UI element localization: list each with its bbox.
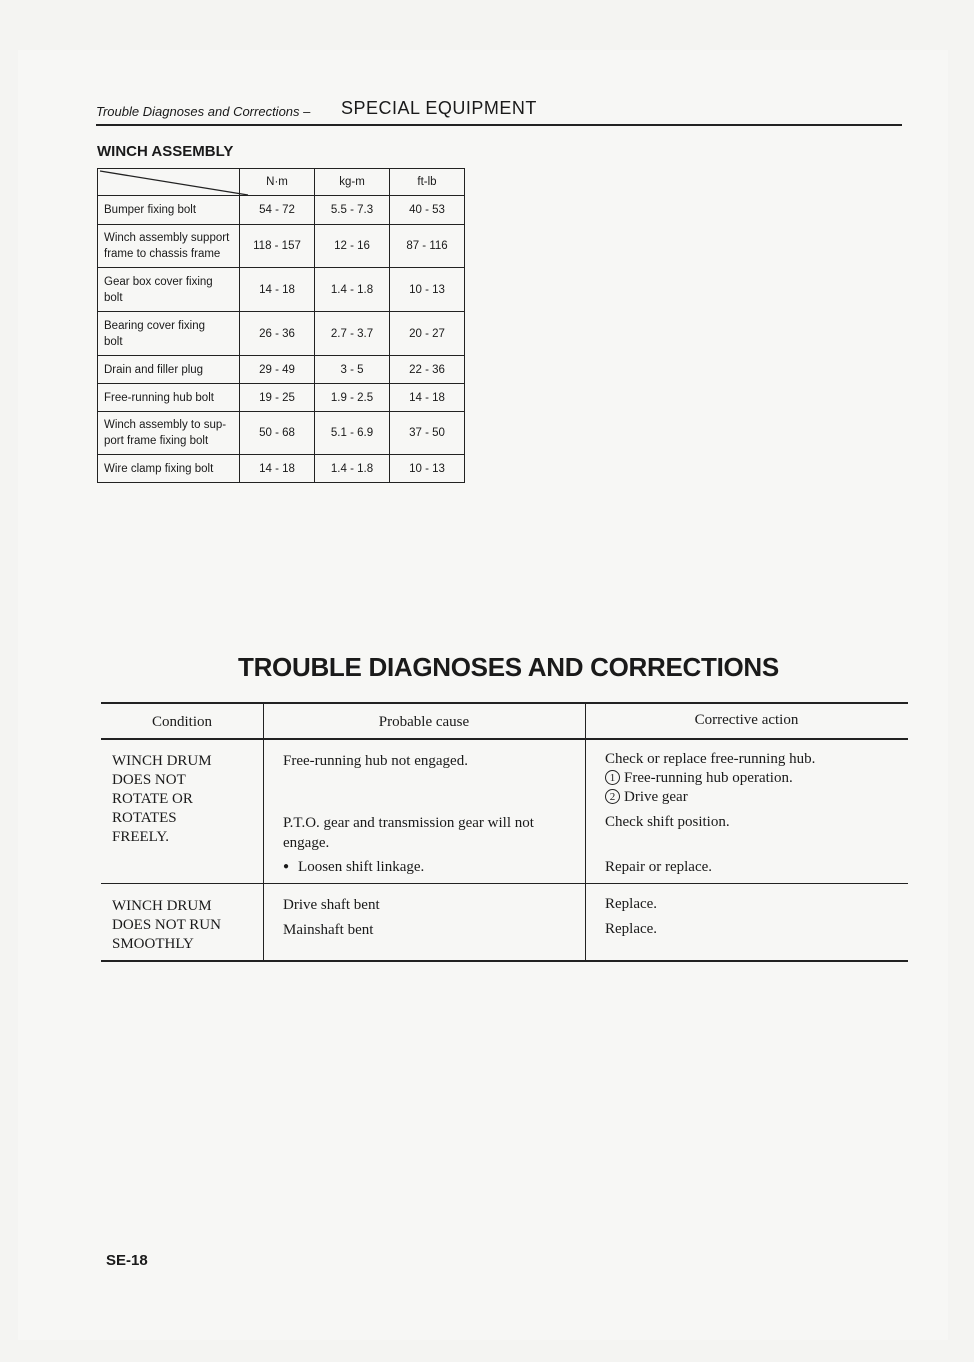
value-kgm: 1.9 - 2.5	[315, 384, 390, 412]
value-kgm: 1.4 - 1.8	[315, 268, 390, 312]
row-item-line: Bearing cover fixing	[104, 319, 205, 332]
cause-text: engage.	[283, 835, 330, 851]
row-item	[98, 455, 240, 483]
action-text: Replace.	[605, 921, 658, 937]
cause-text: Loosen shift linkage.	[298, 859, 425, 875]
condition-line: WINCH DRUM	[112, 753, 212, 769]
header-probable-cause: Probable cause	[378, 714, 470, 730]
row-item-line: Gear box cover fixing	[104, 275, 213, 288]
table-row	[98, 455, 465, 483]
value-ftlb: 22 - 36	[390, 356, 465, 384]
value-ftlb: 87 - 116	[390, 225, 465, 268]
condition-line: DOES NOT RUN	[112, 917, 221, 933]
page-header	[96, 98, 902, 126]
condition-2	[112, 897, 221, 954]
action-subitem	[605, 788, 688, 807]
value-ftlb: 14 - 18	[390, 384, 465, 412]
torque-table	[97, 168, 465, 483]
value-kgm: 3 - 5	[315, 356, 390, 384]
row-item-line: bolt	[104, 335, 123, 348]
value-nm: 14 - 18	[240, 455, 315, 483]
action-text: Replace.	[605, 896, 658, 912]
action-text: Check shift position.	[605, 814, 730, 830]
row-item-line: Bumper fixing bolt	[104, 204, 197, 216]
header-corrective-action: Corrective action	[694, 712, 799, 728]
value-ftlb: 10 - 13	[390, 455, 465, 483]
table-top-rule	[101, 702, 908, 704]
table-row-divider	[101, 883, 908, 884]
value-ftlb: 10 - 13	[390, 268, 465, 312]
value-nm: 19 - 25	[240, 384, 315, 412]
row-item-line: port frame fixing bolt	[104, 435, 209, 447]
value-ftlb: 20 - 27	[390, 312, 465, 356]
value-nm: 14 - 18	[240, 268, 315, 312]
action-text: Drive gear	[624, 789, 688, 805]
diagonal-header-cell	[98, 169, 240, 196]
table-row	[98, 225, 465, 268]
page-number: SE-18	[106, 1252, 148, 1269]
column-header-nm: N·m	[240, 169, 315, 196]
row-item	[98, 384, 240, 412]
cause-text: Drive shaft bent	[283, 897, 380, 913]
row-item-line: Wire clamp fixing bolt	[104, 462, 214, 475]
cause-bullet-item	[283, 858, 424, 878]
value-ftlb: 37 - 50	[390, 412, 465, 455]
circled-number: 2	[605, 789, 620, 804]
column-header-kgm: kg-m	[315, 169, 390, 196]
value-kgm: 1.4 - 1.8	[315, 455, 390, 483]
circled-number: 1	[605, 770, 620, 785]
torque-table-header	[98, 169, 465, 196]
row-item	[98, 312, 240, 356]
table-row	[98, 196, 465, 225]
row-item	[98, 196, 240, 225]
row-item-line: Free-running hub bolt	[104, 391, 214, 404]
table-row	[98, 312, 465, 356]
table-bottom-rule	[101, 960, 908, 962]
row-item-line: Drain and filler plug	[104, 363, 204, 376]
value-nm: 29 - 49	[240, 356, 315, 384]
value-kgm: 12 - 16	[315, 225, 390, 268]
table-row	[98, 412, 465, 455]
value-nm: 118 - 157	[240, 225, 315, 268]
cause-text: P.T.O. gear and transmission gear will not	[283, 815, 534, 831]
value-kgm: 5.5 - 7.3	[315, 196, 390, 225]
cause-text: Free-running hub not engaged.	[283, 753, 468, 769]
row-item	[98, 268, 240, 312]
row-item-line: Winch assembly support	[104, 232, 230, 244]
header-section-title: SPECIAL EQUIPMENT	[341, 98, 537, 118]
table-header-rule	[101, 738, 908, 740]
row-item	[98, 412, 240, 455]
action-text: Repair or replace.	[605, 859, 713, 875]
trouble-diagnoses-title: TROUBLE DIAGNOSES AND CORRECTIONS	[238, 652, 779, 682]
condition-1	[112, 752, 212, 847]
row-item	[98, 356, 240, 384]
value-kgm: 5.1 - 6.9	[315, 412, 390, 455]
action-subitem	[605, 769, 793, 788]
row-item-line: bolt	[104, 291, 123, 304]
column-header-ftlb: ft-lb	[390, 169, 465, 196]
condition-line: WINCH DRUM	[112, 898, 212, 914]
action-text: Check or replace free-running hub.	[605, 751, 816, 767]
column-divider	[263, 702, 264, 961]
value-ftlb: 40 - 53	[390, 196, 465, 225]
value-nm: 26 - 36	[240, 312, 315, 356]
condition-line: ROTATES	[112, 810, 177, 826]
condition-line: ROTATE OR	[112, 791, 193, 807]
row-item-line: frame to chassis frame	[104, 248, 221, 260]
table-row	[98, 268, 465, 312]
row-item-line: Winch assembly to sup-	[104, 419, 227, 431]
condition-line: SMOOTHLY	[112, 936, 194, 952]
winch-assembly-title: WINCH ASSEMBLY	[97, 143, 234, 160]
value-kgm: 2.7 - 3.7	[315, 312, 390, 356]
diagonal-line	[98, 169, 249, 196]
action-text: Free-running hub operation.	[624, 770, 793, 786]
condition-line: FREELY.	[112, 829, 169, 845]
header-subtitle: Trouble Diagnoses and Corrections –	[96, 104, 311, 119]
value-nm: 50 - 68	[240, 412, 315, 455]
row-item	[98, 225, 240, 268]
cause-text: Mainshaft bent	[283, 922, 374, 938]
header-condition: Condition	[151, 714, 212, 730]
condition-line: DOES NOT	[112, 772, 186, 788]
value-nm: 54 - 72	[240, 196, 315, 225]
table-row	[98, 356, 465, 384]
column-divider	[585, 702, 586, 961]
table-row	[98, 384, 465, 412]
